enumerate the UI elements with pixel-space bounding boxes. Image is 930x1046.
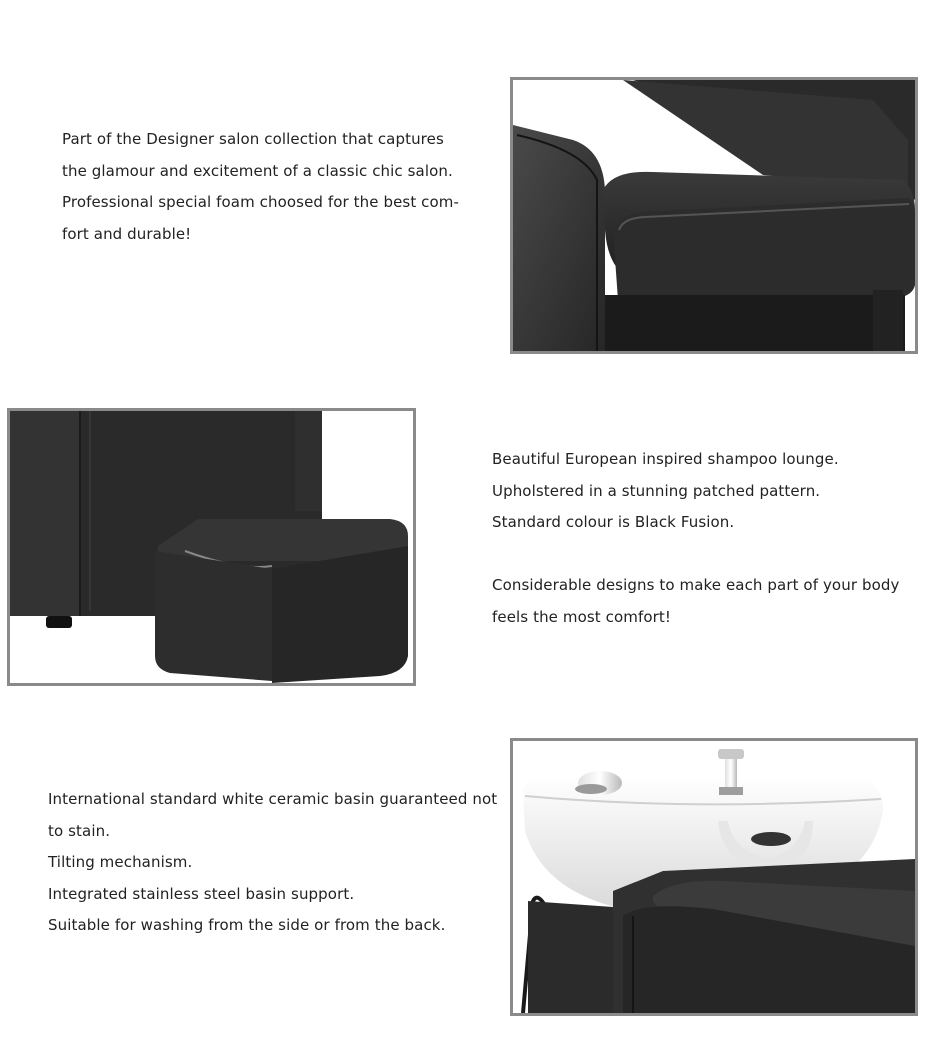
text-line: fort and durable!: [62, 224, 192, 243]
paragraph-gap: [492, 539, 899, 571]
text-line: Beautiful European inspired shampoo lounge.: [492, 450, 839, 468]
text-line: Professional special foam choosed for the best com-: [62, 193, 460, 211]
ceramic-basin-photo: [510, 738, 918, 1016]
text-line: Suitable for washing from the side or from the back.: [48, 916, 446, 934]
text-line: Integrated stainless steel basin support.: [48, 884, 355, 903]
text-line: Upholstered in a stunning patched pattern.: [492, 481, 821, 500]
description-shampoo-lounge: [492, 444, 899, 633]
text-line: Considerable designs to make each part of your body: [492, 576, 900, 594]
text-line: the glamour and excitement of a classic chic salon.: [62, 161, 453, 180]
text-line: Part of the Designer salon collection that captures: [62, 130, 444, 148]
footrest-photo: [7, 408, 416, 686]
description-ceramic-basin: [48, 784, 497, 942]
seat-cushion-photo: [510, 77, 918, 354]
text-line: Standard colour is Black Fusion.: [492, 513, 735, 531]
text-line: feels the most comfort!: [492, 607, 671, 626]
description-seat-foam: [62, 124, 459, 250]
text-line: Tilting mechanism.: [48, 853, 193, 871]
text-line: International standard white ceramic basin guaranteed not: [48, 790, 498, 808]
text-line: to stain.: [48, 821, 111, 840]
